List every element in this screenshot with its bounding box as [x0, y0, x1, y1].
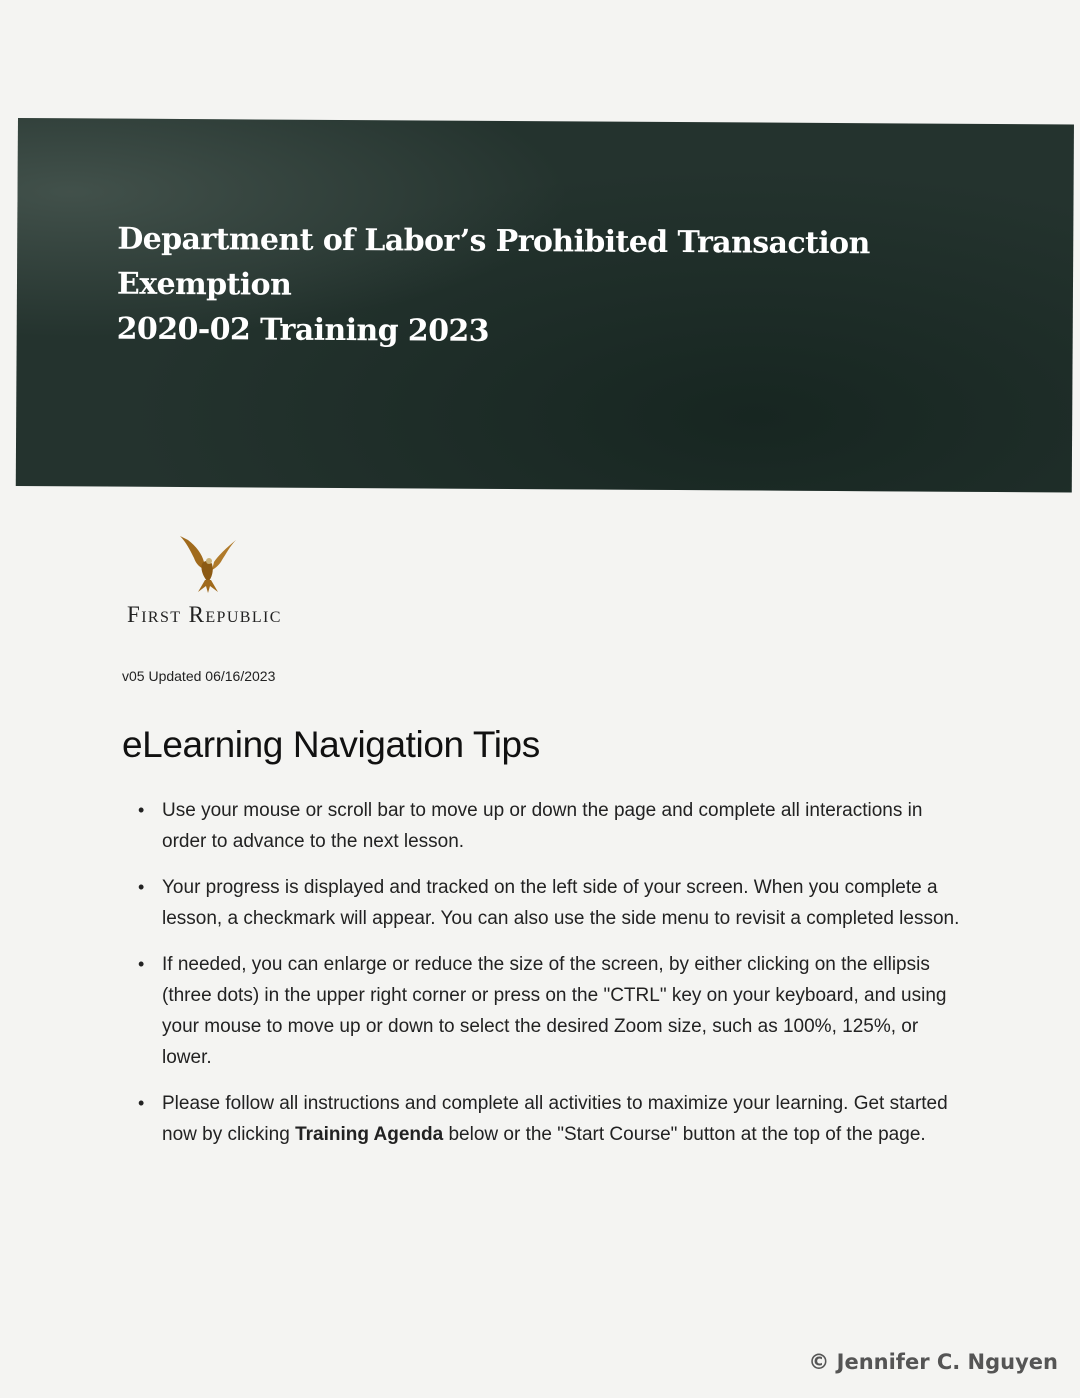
- navigation-tips-list: [138, 795, 968, 1165]
- tip-item: [138, 795, 968, 857]
- tip-text: If needed, you can enlarge or reduce the size of the screen, by either clicking on the ellipsis (three dots) in the upper right corner or press on the "CTRL" key on your keyboard, and using your mouse to move up or down to select the desired Zoom size, such as 100%, 125%, or lower.: [162, 954, 947, 1068]
- tip-item: [138, 1088, 968, 1150]
- course-title-line-1: Department of Labor’s Prohibited Transaction Exemption: [116, 221, 870, 303]
- copyright-watermark: © Jennifer C. Nguyen: [808, 1350, 1058, 1374]
- tip-item: [138, 949, 968, 1073]
- course-banner: [16, 118, 1074, 492]
- course-title-line-2: 2020-02 Training 2023: [116, 311, 490, 349]
- version-label: v05 Updated 06/16/2023: [122, 668, 276, 684]
- first-republic-logo: [124, 534, 294, 630]
- eagle-icon: [176, 534, 240, 594]
- logo-wordmark: First Republic: [127, 602, 282, 627]
- tip-item: [138, 872, 968, 934]
- tip-text: below or the "Start Course" button at the top of the page.: [443, 1124, 926, 1145]
- course-title: [117, 217, 978, 357]
- tip-text: Your progress is displayed and tracked on the left side of your screen. When you complete a lesson, a checkmark will appear. You can also use the side menu to revisit a completed lesson.: [162, 877, 960, 929]
- navigation-tips-heading: eLearning Navigation Tips: [122, 724, 540, 765]
- tip-text: Use your mouse or scroll bar to move up or down the page and complete all interactions in order to advance to the next lesson.: [162, 800, 923, 852]
- training-agenda-link[interactable]: Training Agenda: [295, 1124, 444, 1145]
- tip-text: Please follow all instructions and complete all activities to maximize your learning. Get started now by clicking: [162, 1093, 948, 1145]
